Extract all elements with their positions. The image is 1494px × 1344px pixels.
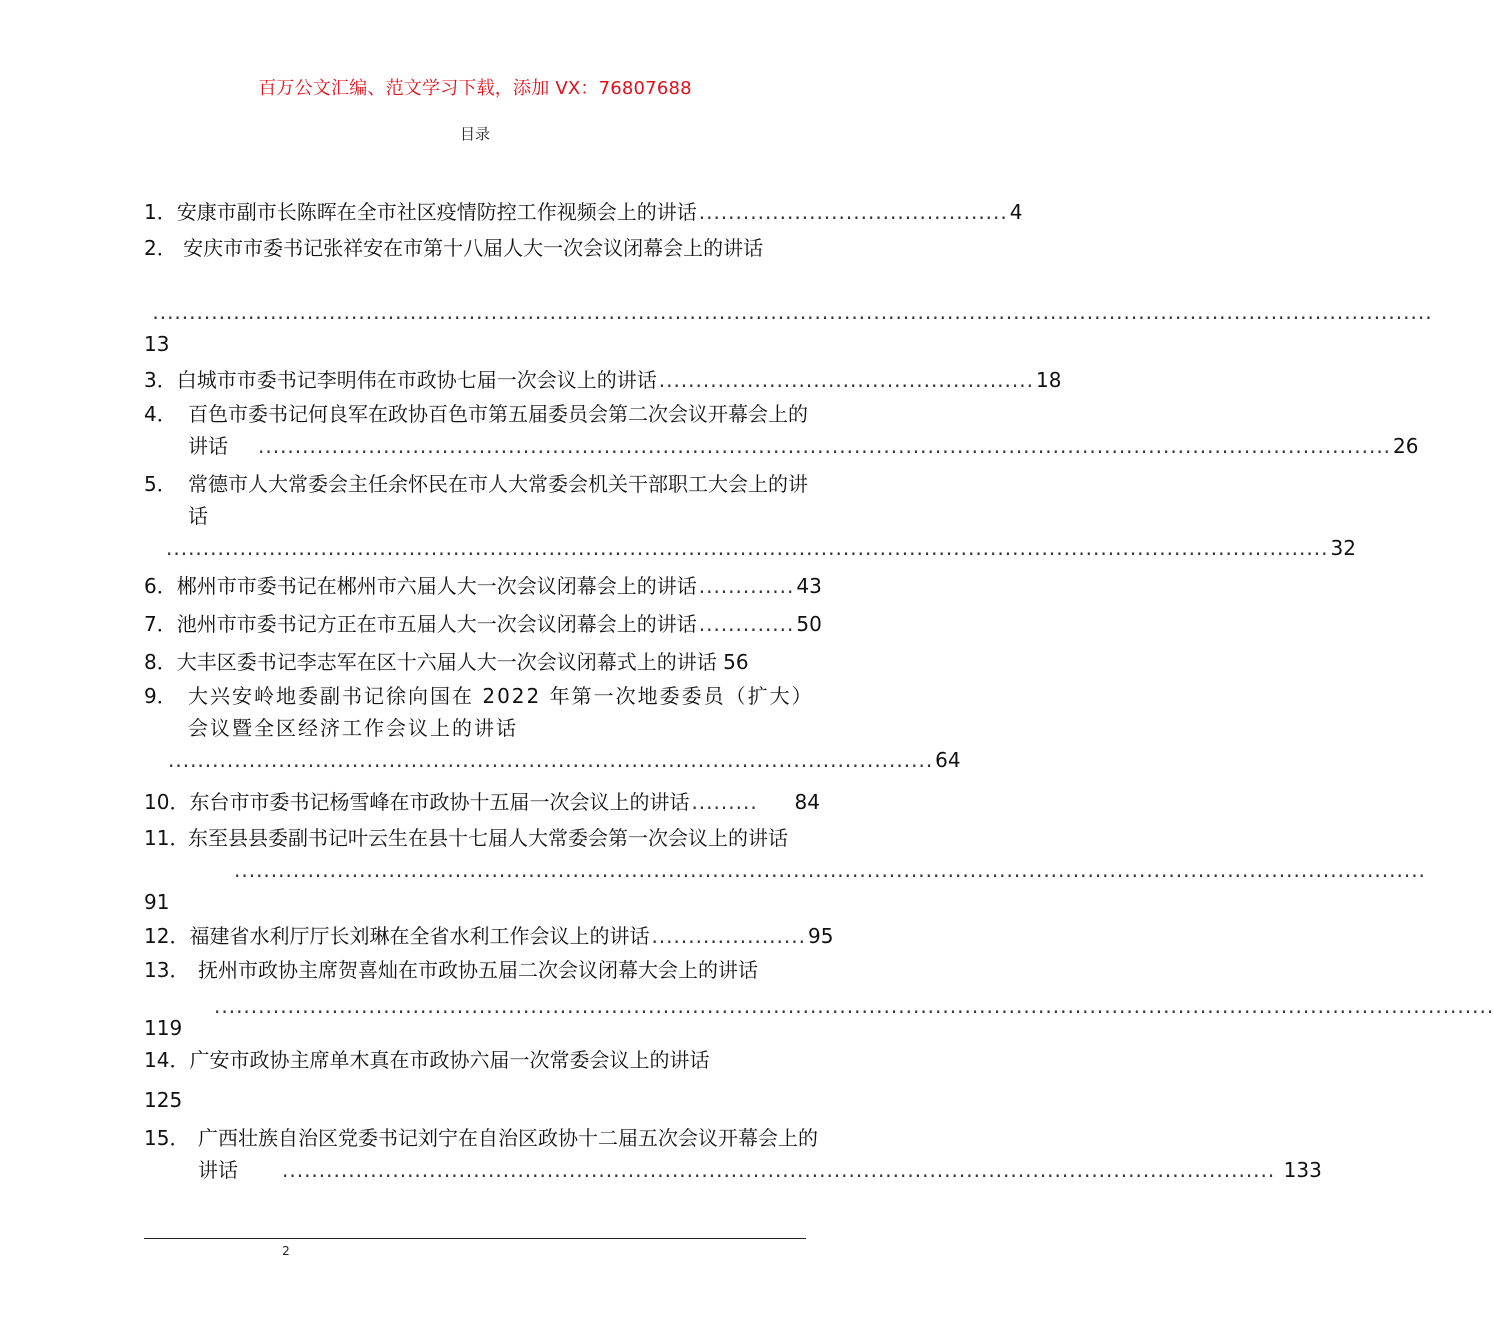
toc-entry-page: 133 — [1283, 1158, 1322, 1182]
toc-entry-7[interactable] — [144, 608, 826, 640]
toc-entry-title: 大兴安岭地委副书记徐向国在 2022 年第一次地委委员（扩大）会议暨全区经济工作会议上的讲话 — [188, 684, 804, 740]
toc-entry-8[interactable] — [144, 646, 826, 678]
toc-entry-page: 84 — [794, 790, 820, 814]
page-number: 2 — [282, 1244, 290, 1258]
toc-entry-6[interactable] — [144, 570, 826, 602]
toc-entry-1[interactable] — [144, 196, 1023, 228]
toc-entry-num: 3． — [144, 368, 177, 392]
header-banner: 百万公文汇编、范文学习下载，添加 VX：76807688 — [258, 78, 692, 99]
toc-entry-num: 1． — [144, 200, 177, 224]
toc-entry-num: 11． — [144, 826, 190, 850]
toc-entry-title: 安庆市市委书记张祥安在市第十八届人大一次会议闭幕会上的讲话 — [183, 236, 764, 260]
toc-entry-5[interactable] — [144, 468, 1356, 560]
toc-entry-num: 14． — [144, 1048, 190, 1072]
dot-leader: .................................................................................................................................................................. — [234, 858, 1426, 882]
toc-entry-title: 郴州市市委书记在郴州市六届人大一次会议闭幕会上的讲话 — [176, 574, 697, 598]
toc-entry-title: 抚州市政协主席贺喜灿在市政协五届二次会议闭幕大会上的讲话 — [198, 958, 758, 982]
toc-entry-10[interactable] — [144, 786, 826, 818]
toc-entry-num: 5． — [144, 472, 177, 496]
toc-entry-9[interactable] — [144, 680, 961, 772]
toc-entry-num: 10． — [144, 790, 190, 814]
toc-entry-num: 13． — [144, 958, 190, 982]
toc-entry-15[interactable] — [144, 1122, 1322, 1186]
toc-entry-page: 13 — [144, 332, 170, 356]
toc-entry-13[interactable] — [144, 954, 1494, 1040]
toc-entry-num: 2． — [144, 236, 177, 260]
toc-entry-page: 95 — [807, 924, 834, 948]
dot-leader: ........................................................................................................ — [168, 748, 934, 772]
toc-entry-num: 8． — [144, 650, 177, 674]
toc-entry-12[interactable] — [144, 920, 834, 952]
toc-entry-page: 50 — [796, 612, 822, 636]
dot-leader: .............................................................................................................................................................. — [166, 536, 1329, 560]
toc-entry-page: 26 — [1393, 434, 1419, 458]
dot-leader: .......................................................................................................................................................... — [258, 434, 1392, 458]
toc-entry-num: 9． — [144, 684, 177, 708]
toc-entry-page: 32 — [1330, 536, 1356, 560]
toc-entry-2[interactable] — [144, 232, 1433, 356]
dot-leader: ....................................................................................................................................... — [282, 1158, 1276, 1182]
toc-entry-num: 4． — [144, 402, 177, 426]
toc-entry-title: 福建省水利厅厅长刘琳在全省水利工作会议上的讲话 — [189, 924, 650, 948]
toc-entry-title: 常德市人大常委会主任余怀民在市人大常委会机关干部职工大会上的讲话 — [188, 472, 808, 528]
toc-entry-11[interactable] — [144, 822, 1426, 914]
dot-leader: ................................................... — [658, 368, 1034, 392]
toc-entry-title: 广安市政协主席单木真在市政协六届一次常委会议上的讲话 — [189, 1048, 710, 1072]
toc-entry-title: 东台市市委书记杨雪峰在市政协十五届一次会议上的讲话 — [189, 790, 690, 814]
toc-entry-num: 15． — [144, 1126, 190, 1150]
toc-entry-title: 池州市市委书记方正在市五届人大一次会议闭幕会上的讲话 — [176, 612, 697, 636]
dot-leader: .............................................................................................................................................................................. — [152, 300, 1433, 324]
toc-entry-page: 18 — [1035, 368, 1062, 392]
toc-title: 目录 — [459, 125, 490, 143]
toc-entry-title: 大丰区委书记李志军在区十六届人大一次会议闭幕式上的讲话 — [176, 650, 717, 674]
toc-entry-page: 119 — [144, 1016, 183, 1040]
dot-leader: .......................................... — [698, 200, 1008, 224]
toc-entry-num: 6． — [144, 574, 177, 598]
toc-entry-page: 125 — [144, 1088, 183, 1112]
toc-entry-num: 7． — [144, 612, 177, 636]
dot-leader: ..................... — [651, 924, 806, 948]
toc-entry-title: 广西壮族自治区党委书记刘宁在自治区政协十二届五次会议开幕会上的讲话 — [198, 1126, 818, 1182]
toc-entry-page: 43 — [796, 574, 822, 598]
toc-entry-num: 12． — [144, 924, 190, 948]
dot-leader: ............. — [698, 574, 795, 598]
dot-leader: ............. — [698, 612, 795, 636]
toc-entry-title: 安康市副市长陈晖在全市社区疫情防控工作视频会上的讲话 — [176, 200, 697, 224]
footer-divider — [144, 1238, 806, 1239]
dot-leader: .............................................................................................................................................................................. — [214, 994, 1494, 1018]
toc-entry-title: 百色市委书记何良军在政协百色市第五届委员会第二次会议开幕会上的讲话 — [188, 402, 808, 458]
toc-entry-page: 91 — [144, 890, 170, 914]
dot-leader: ......... — [691, 790, 758, 814]
toc-entry-14[interactable] — [144, 1044, 826, 1112]
toc-entry-page: 4 — [1009, 200, 1023, 224]
toc-entry-title: 白城市市委书记李明伟在市政协七届一次会议上的讲话 — [176, 368, 657, 392]
toc-entry-title: 东至县县委副书记叶云生在县十七届人大常委会第一次会议上的讲话 — [188, 826, 788, 850]
toc-entry-4[interactable] — [144, 398, 1419, 462]
toc-entry-page: 64 — [935, 748, 961, 772]
toc-entry-page: 56 — [723, 650, 749, 674]
toc-entry-3[interactable] — [144, 364, 1062, 396]
